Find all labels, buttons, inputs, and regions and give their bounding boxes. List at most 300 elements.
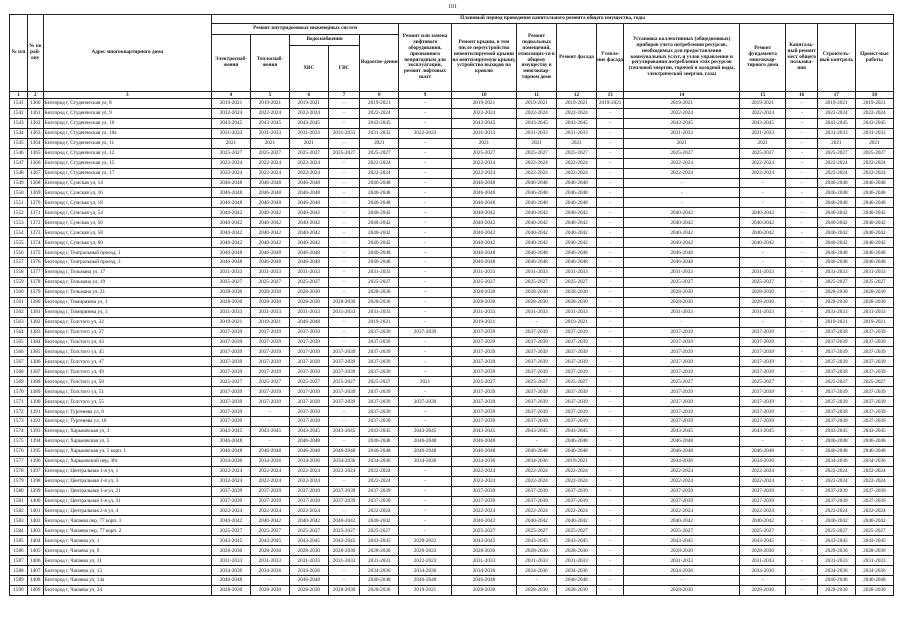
table-row <box>10 526 894 536</box>
row-period-cell: 2034-2036 <box>399 566 452 576</box>
row-period-cell: 2028-2030 <box>250 297 289 307</box>
row-period-cell: - <box>328 576 360 586</box>
row-period-cell: 2031-2033 <box>451 267 516 277</box>
column-number: 2 <box>27 92 43 99</box>
row-period-cell: - <box>786 307 818 317</box>
row-period-cell: 2028-2030 <box>360 546 399 556</box>
row-period-cell: 2028-2030 <box>624 287 740 297</box>
row-period-cell: 2019-2021 <box>289 99 328 109</box>
row-period-cell: 2022-2024 <box>211 158 250 168</box>
row-index: 1576 <box>10 446 28 456</box>
row-region-number: 1383 <box>27 327 43 337</box>
row-period-cell: - <box>596 317 623 327</box>
row-period-cell: 2031-2033 <box>817 267 855 277</box>
row-period-cell: 2046-2048 <box>289 576 328 586</box>
row-period-cell: 2046-2048 <box>451 198 516 208</box>
row-address: Белгород г, Сумская ул, 56 <box>43 218 211 228</box>
row-period-cell: 2037-2039 <box>328 496 360 506</box>
row-period-cell: - <box>596 198 623 208</box>
row-period-cell: 2025-2027 <box>250 277 289 287</box>
row-period-cell: 2040-2042 <box>557 228 597 238</box>
row-index: 1566 <box>10 347 28 357</box>
row-period-cell: 2046-2048 <box>289 198 328 208</box>
row-period-cell: 2031-2033 <box>855 556 893 566</box>
row-period-cell: 2040-2042 <box>451 218 516 228</box>
row-period-cell: - <box>596 496 623 506</box>
row-period-cell: 2019-2021 <box>517 99 557 109</box>
row-period-cell: 2046-2048 <box>250 258 289 268</box>
row-address: Белгород г, Чапаева ул, 11 <box>43 556 211 566</box>
row-period-cell: - <box>399 277 452 287</box>
row-period-cell: 2037-2039 <box>289 417 328 427</box>
row-period-cell: 2021 <box>517 138 557 148</box>
row-period-cell: 2037-2039 <box>360 486 399 496</box>
column-number-row <box>10 92 894 99</box>
row-period-cell: 2043-2045 <box>328 536 360 546</box>
row-period-cell: 2031-2033 <box>250 128 289 138</box>
row-period-cell: 2031-2033 <box>855 267 893 277</box>
row-period-cell: 2028-2030 <box>740 287 786 297</box>
row-period-cell: 2037-2039 <box>211 387 250 397</box>
row-period-cell: 2040-2042 <box>211 228 250 238</box>
row-period-cell: 2028-2030 <box>211 546 250 556</box>
row-period-cell: 2022-2024 <box>289 158 328 168</box>
row-period-cell: 2034-2036 <box>289 456 328 466</box>
row-index: 1574 <box>10 426 28 436</box>
row-period-cell: 2028-2030 <box>817 287 855 297</box>
row-period-cell: - <box>786 327 818 337</box>
row-period-cell: - <box>786 566 818 576</box>
row-period-cell: - <box>328 506 360 516</box>
row-period-cell: 2028-2030 <box>250 585 289 595</box>
row-period-cell: 2046-2048 <box>855 248 893 258</box>
header-capital-common: Капиталь-ный ремонт мест общего пользова-ния <box>786 24 818 92</box>
row-region-number: 1391 <box>27 407 43 417</box>
row-period-cell: - <box>786 347 818 357</box>
row-period-cell: 2025-2027 <box>517 148 557 158</box>
row-period-cell: 2040-2042 <box>557 208 597 218</box>
row-period-cell: 2028-2030 <box>517 297 557 307</box>
row-period-cell: 2031-2033 <box>289 267 328 277</box>
row-period-cell: - <box>596 436 623 446</box>
row-period-cell: 2034-2036 <box>360 566 399 576</box>
row-period-cell: - <box>399 297 452 307</box>
row-period-cell: - <box>328 267 360 277</box>
row-period-cell: 2022-2024 <box>817 158 855 168</box>
row-period-cell: 2031-2033 <box>817 307 855 317</box>
row-period-cell: 2034-2036 <box>250 566 289 576</box>
row-period-cell: 2021 <box>817 138 855 148</box>
header-design-works: Проект-ные работы <box>855 24 893 92</box>
row-period-cell: 2022-2024 <box>557 506 597 516</box>
row-period-cell: 2034-2036 <box>817 456 855 466</box>
row-period-cell: 2022-2024 <box>211 476 250 486</box>
row-period-cell: 2031-2033 <box>211 267 250 277</box>
row-period-cell: 2022-2024 <box>360 476 399 486</box>
row-period-cell: 2046-2048 <box>289 248 328 258</box>
row-period-cell: 2040-2042 <box>451 516 516 526</box>
table-row <box>10 99 894 109</box>
row-period-cell: 2031-2033 <box>624 307 740 317</box>
row-period-cell: 2037-2039 <box>517 337 557 347</box>
row-period-cell: 2028-2030 <box>211 585 250 595</box>
row-period-cell: - <box>786 397 818 407</box>
row-index: 1581 <box>10 496 28 506</box>
row-period-cell: 2031-2033 <box>517 267 557 277</box>
column-number: 1 <box>10 92 28 99</box>
row-period-cell: 2037-2039 <box>817 367 855 377</box>
row-address: Белгород г, Студенческая ул, 10а <box>43 128 211 138</box>
row-period-cell: 2040-2042 <box>740 218 786 228</box>
row-address: Белгород г, Харьковская ул, 5 корп. 1 <box>43 446 211 456</box>
row-period-cell: 2025-2027 <box>451 277 516 287</box>
row-period-cell: 2037-2039 <box>517 347 557 357</box>
row-period-cell: - <box>399 148 452 158</box>
row-period-cell: 2025-2027 <box>360 148 399 158</box>
row-period-cell: 2037-2039 <box>855 397 893 407</box>
row-address: Белгород г, Сумская ул, 18 <box>43 198 211 208</box>
column-number: 7 <box>328 92 360 99</box>
row-period-cell: 2022-2024 <box>817 168 855 178</box>
row-period-cell: 2022-2024 <box>740 108 786 118</box>
table-row <box>10 178 894 188</box>
row-region-number: 1401 <box>27 506 43 516</box>
row-period-cell: 2037-2039 <box>328 347 360 357</box>
row-period-cell: 2031-2033 <box>451 307 516 317</box>
row-period-cell: 2025-2027 <box>624 377 740 387</box>
header-construction-control: Строитель-ный контроль <box>817 24 855 92</box>
row-period-cell: - <box>786 585 818 595</box>
row-period-cell: 2046-2048 <box>360 436 399 446</box>
row-period-cell: 2019-2021 <box>451 317 516 327</box>
row-period-cell: 2046-2048 <box>517 188 557 198</box>
table-row <box>10 337 894 347</box>
row-period-cell: 2037-2039 <box>557 347 597 357</box>
row-period-cell: 2043-2045 <box>360 118 399 128</box>
row-period-cell: 2037-2039 <box>360 407 399 417</box>
row-period-cell: 2037-2039 <box>624 367 740 377</box>
row-period-cell: - <box>596 297 623 307</box>
row-period-cell: 2037-2039 <box>328 486 360 496</box>
row-period-cell: 2019-2021 <box>211 317 250 327</box>
row-period-cell: 2046-2048 <box>817 446 855 456</box>
row-period-cell: 2037-2039 <box>624 417 740 427</box>
row-period-cell: 2040-2042 <box>360 228 399 238</box>
row-period-cell: 2046-2048 <box>289 258 328 268</box>
row-period-cell: 2043-2045 <box>517 426 557 436</box>
row-region-number: 1386 <box>27 357 43 367</box>
row-period-cell: 2022-2024 <box>360 168 399 178</box>
row-period-cell: - <box>786 407 818 417</box>
table-row <box>10 576 894 586</box>
row-region-number: 1366 <box>27 158 43 168</box>
row-address: Белгород г, Тургенева ул, 10 <box>43 417 211 427</box>
row-index: 1573 <box>10 417 28 427</box>
row-period-cell: 2037-2039 <box>451 357 516 367</box>
row-period-cell: 2046-2048 <box>624 446 740 456</box>
row-address: Белгород г, Толстого ул, 55 <box>43 397 211 407</box>
row-period-cell: 2040-2042 <box>817 218 855 228</box>
row-period-cell: 2022-2024 <box>557 158 597 168</box>
row-period-cell: 2046-2048 <box>360 258 399 268</box>
row-index: 1589 <box>10 576 28 586</box>
row-period-cell: 2037-2039 <box>360 397 399 407</box>
row-period-cell: 2034-2036 <box>517 566 557 576</box>
row-period-cell: 2022-2024 <box>451 158 516 168</box>
row-period-cell: - <box>786 426 818 436</box>
row-period-cell: 2028-2030 <box>211 297 250 307</box>
row-period-cell: 2037-2039 <box>855 327 893 337</box>
row-address: Белгород г, Тимирязева ул, 1 <box>43 297 211 307</box>
row-period-cell: 2025-2027 <box>211 277 250 287</box>
row-period-cell: 2046-2048 <box>360 198 399 208</box>
row-period-cell: 2037-2039 <box>250 337 289 347</box>
row-period-cell: 2037-2039 <box>360 337 399 347</box>
row-index: 1559 <box>10 277 28 287</box>
row-period-cell: 2022-2024 <box>451 466 516 476</box>
row-region-number: 1365 <box>27 148 43 158</box>
row-period-cell: - <box>786 446 818 456</box>
row-period-cell: 2034-2036 <box>211 456 250 466</box>
row-period-cell: 2046-2048 <box>817 436 855 446</box>
row-period-cell: 2019-2021 <box>211 99 250 109</box>
row-region-number: 1389 <box>27 387 43 397</box>
row-period-cell: 2021 <box>289 138 328 148</box>
row-region-number: 1377 <box>27 267 43 277</box>
row-period-cell: 2031-2033 <box>855 307 893 317</box>
row-period-cell: - <box>596 267 623 277</box>
row-period-cell: 2046-2048 <box>289 446 328 456</box>
row-period-cell: - <box>740 188 786 198</box>
row-period-cell: 2025-2027 <box>740 377 786 387</box>
header-facade: Ремонт фасада <box>557 24 597 92</box>
row-period-cell: 2028-2030 <box>451 287 516 297</box>
column-number: 13 <box>596 92 623 99</box>
table-row <box>10 367 894 377</box>
row-period-cell: 2037-2039 <box>328 397 360 407</box>
row-period-cell: 2040-2042 <box>250 238 289 248</box>
row-period-cell: 2022-2024 <box>360 466 399 476</box>
row-period-cell: 2043-2045 <box>557 426 597 436</box>
row-period-cell: - <box>786 436 818 446</box>
row-period-cell: - <box>399 526 452 536</box>
row-period-cell: 2019-2021 <box>624 99 740 109</box>
row-period-cell: - <box>399 486 452 496</box>
row-period-cell: 2021 <box>740 138 786 148</box>
row-period-cell: - <box>399 317 452 327</box>
row-period-cell: 2028-2030 <box>855 585 893 595</box>
table-row <box>10 118 894 128</box>
row-period-cell: 2022-2024 <box>740 506 786 516</box>
column-number: 3 <box>43 92 211 99</box>
row-period-cell: - <box>596 377 623 387</box>
row-index: 1558 <box>10 267 28 277</box>
row-period-cell: - <box>399 238 452 248</box>
row-index: 1543 <box>10 118 28 128</box>
row-period-cell: 2046-2048 <box>211 198 250 208</box>
row-period-cell: 2037-2039 <box>557 407 597 417</box>
row-period-cell: - <box>786 317 818 327</box>
row-period-cell: 2022-2024 <box>740 466 786 476</box>
row-period-cell: 2037-2039 <box>250 486 289 496</box>
row-index: 1554 <box>10 228 28 238</box>
row-period-cell: 2040-2042 <box>517 218 557 228</box>
row-period-cell: 2022-2024 <box>624 506 740 516</box>
row-region-number: 1387 <box>27 367 43 377</box>
row-region-number: 1362 <box>27 118 43 128</box>
row-address: Белгород г, Толстого ул, 49 <box>43 367 211 377</box>
page-number: 101 <box>448 4 457 10</box>
row-period-cell: - <box>328 417 360 427</box>
row-index: 1587 <box>10 556 28 566</box>
row-period-cell: 2046-2048 <box>360 248 399 258</box>
row-region-number: 1363 <box>27 128 43 138</box>
row-region-number: 1360 <box>27 99 43 109</box>
row-period-cell: - <box>328 337 360 347</box>
row-region-number: 1368 <box>27 178 43 188</box>
row-period-cell: 2022-2024 <box>211 506 250 516</box>
row-period-cell: 2037-2039 <box>740 347 786 357</box>
row-region-number: 1392 <box>27 417 43 427</box>
row-index: 1545 <box>10 138 28 148</box>
row-period-cell: 2046-2048 <box>211 178 250 188</box>
row-region-number: 1369 <box>27 188 43 198</box>
row-period-cell: 2022-2024 <box>451 108 516 118</box>
row-period-cell: 2022-2024 <box>855 466 893 476</box>
row-period-cell: 2046-2048 <box>451 178 516 188</box>
row-period-cell: - <box>328 218 360 228</box>
row-period-cell: 2046-2048 <box>817 178 855 188</box>
row-period-cell: 2025-2027 <box>360 277 399 287</box>
header-meters: Установка коллективных (общедомовых) приборов учета потребления ресурсов, необходимых для предоставления коммунальных услуг, и узлов управления и регулирования потребления этих ресурсов (тепловой энергии, горячей и холодной воды, электрической энергии, газа) <box>624 24 740 92</box>
row-period-cell: 2037-2039 <box>855 407 893 417</box>
row-period-cell: 2046-2048 <box>517 198 557 208</box>
row-index: 1563 <box>10 317 28 327</box>
row-index: 1550 <box>10 188 28 198</box>
row-period-cell: - <box>399 108 452 118</box>
row-period-cell: 2037-2039 <box>328 367 360 377</box>
row-period-cell: 2022-2024 <box>289 466 328 476</box>
row-period-cell: - <box>596 446 623 456</box>
row-period-cell: 2034-2036 <box>517 456 557 466</box>
row-period-cell: 2025-2027 <box>517 377 557 387</box>
row-period-cell: 2022-2024 <box>517 506 557 516</box>
row-period-cell: - <box>786 486 818 496</box>
row-period-cell: 2037-2039 <box>517 496 557 506</box>
row-period-cell: 2037-2039 <box>817 327 855 337</box>
row-address: Белгород г, Театральный проезд, 3 <box>43 258 211 268</box>
row-period-cell: 2028-2030 <box>250 546 289 556</box>
row-period-cell: 2022-2024 <box>855 168 893 178</box>
row-period-cell: 2040-2042 <box>817 516 855 526</box>
row-period-cell: 2025-2027 <box>289 526 328 536</box>
row-index: 1565 <box>10 337 28 347</box>
row-address: Белгород г, Чапаева ул, 24 <box>43 585 211 595</box>
row-address: Белгород г, Толстого ул, 43 <box>43 337 211 347</box>
row-period-cell: 2037-2039 <box>740 357 786 367</box>
row-period-cell: 2028-2030 <box>360 297 399 307</box>
header-foundation: Ремонт фундамента многоквар-тирного дома <box>740 24 786 92</box>
row-region-number: 1373 <box>27 228 43 238</box>
row-period-cell: 2037-2039 <box>517 417 557 427</box>
row-period-cell: 2037-2039 <box>517 327 557 337</box>
row-period-cell: 2025-2027 <box>855 377 893 387</box>
row-period-cell: - <box>786 178 818 188</box>
row-period-cell: - <box>250 576 289 586</box>
row-period-cell: 2043-2045 <box>517 118 557 128</box>
row-period-cell: 2046-2048 <box>211 436 250 446</box>
row-period-cell: 2025-2027 <box>250 526 289 536</box>
row-period-cell: 2025-2027 <box>624 148 740 158</box>
row-period-cell: 2046-2048 <box>451 576 516 586</box>
table-row <box>10 158 894 168</box>
table-row <box>10 456 894 466</box>
row-period-cell: - <box>328 118 360 128</box>
row-period-cell: 2025-2027 <box>855 526 893 536</box>
row-period-cell: - <box>740 576 786 586</box>
column-number: 5 <box>250 92 289 99</box>
row-period-cell: 2037-2039 <box>360 327 399 337</box>
row-period-cell: 2025-2027 <box>740 526 786 536</box>
row-period-cell: 2025-2027 <box>211 377 250 387</box>
row-period-cell: - <box>786 377 818 387</box>
row-period-cell: - <box>328 108 360 118</box>
row-period-cell: 2037-2039 <box>517 357 557 367</box>
row-period-cell: 2046-2048 <box>289 317 328 327</box>
row-period-cell: 2037-2039 <box>211 347 250 357</box>
row-period-cell: 2028-2030 <box>740 585 786 595</box>
row-period-cell: 2025-2027 <box>855 277 893 287</box>
row-period-cell: 2025-2027 <box>740 148 786 158</box>
row-address: Белгород г, Тельмана ул, 17 <box>43 267 211 277</box>
row-period-cell: 2040-2042 <box>624 228 740 238</box>
row-region-number: 1400 <box>27 496 43 506</box>
row-period-cell: 2025-2027 <box>289 148 328 158</box>
table-row <box>10 228 894 238</box>
row-period-cell: 2031-2033 <box>250 307 289 317</box>
row-period-cell: - <box>399 496 452 506</box>
row-period-cell: 2043-2045 <box>399 426 452 436</box>
table-row <box>10 347 894 357</box>
column-number: 6 <box>289 92 328 99</box>
row-period-cell: 2046-2048 <box>557 178 597 188</box>
row-period-cell: 2031-2033 <box>557 556 597 566</box>
row-index: 1541 <box>10 99 28 109</box>
row-period-cell: 2025-2027 <box>740 277 786 287</box>
row-period-cell: - <box>399 287 452 297</box>
row-period-cell: 2037-2039 <box>817 397 855 407</box>
row-period-cell: 2022-2024 <box>624 158 740 168</box>
row-period-cell: 2022-2024 <box>289 506 328 516</box>
row-index: 1569 <box>10 377 28 387</box>
row-period-cell: - <box>596 456 623 466</box>
row-period-cell: 2021 <box>250 138 289 148</box>
row-period-cell: 2022-2024 <box>817 466 855 476</box>
row-period-cell: 2022-2024 <box>557 466 597 476</box>
row-period-cell: 2028-2030 <box>451 546 516 556</box>
row-period-cell: - <box>786 208 818 218</box>
row-index: 1572 <box>10 407 28 417</box>
row-period-cell: 2028-2030 <box>557 546 597 556</box>
row-period-cell: 2034-2036 <box>399 456 452 466</box>
row-period-cell: 2046-2048 <box>451 188 516 198</box>
row-period-cell: 2046-2048 <box>399 436 452 446</box>
row-period-cell: - <box>328 178 360 188</box>
row-period-cell: 2022-2024 <box>557 476 597 486</box>
row-period-cell: 2037-2039 <box>740 417 786 427</box>
row-period-cell: 2040-2042 <box>817 238 855 248</box>
row-period-cell: 2037-2039 <box>624 347 740 357</box>
